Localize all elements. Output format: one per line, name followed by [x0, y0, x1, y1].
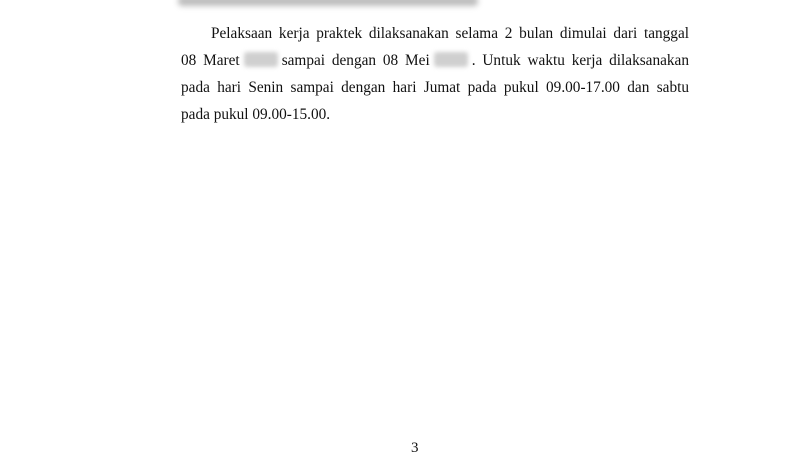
paragraph-line-1: Pelaksaan kerja praktek dilaksanakan selama 2 bulan dimulai dari tanggal: [211, 25, 689, 42]
redacted-year: [434, 52, 468, 67]
text-segment-work-time: . Untuk waktu kerja dilaksanakan: [471, 52, 689, 69]
redacted-year: [244, 52, 278, 67]
text-segment-start-date: 08 Maret: [181, 52, 240, 69]
paragraph-line-2: [181, 47, 689, 74]
page-number: 3: [411, 440, 419, 456]
paragraph-line-4: pada pukul 09.00-15.00.: [181, 106, 331, 123]
paragraph-line-3: pada hari Senin sampai dengan hari Jumat pada pukul 09.00-17.00 dan sabtu: [181, 79, 689, 96]
redacted-heading-line: [178, 0, 478, 6]
body-paragraph: [181, 20, 689, 128]
text-segment-end-date: sampai dengan 08 Mei: [281, 52, 430, 69]
